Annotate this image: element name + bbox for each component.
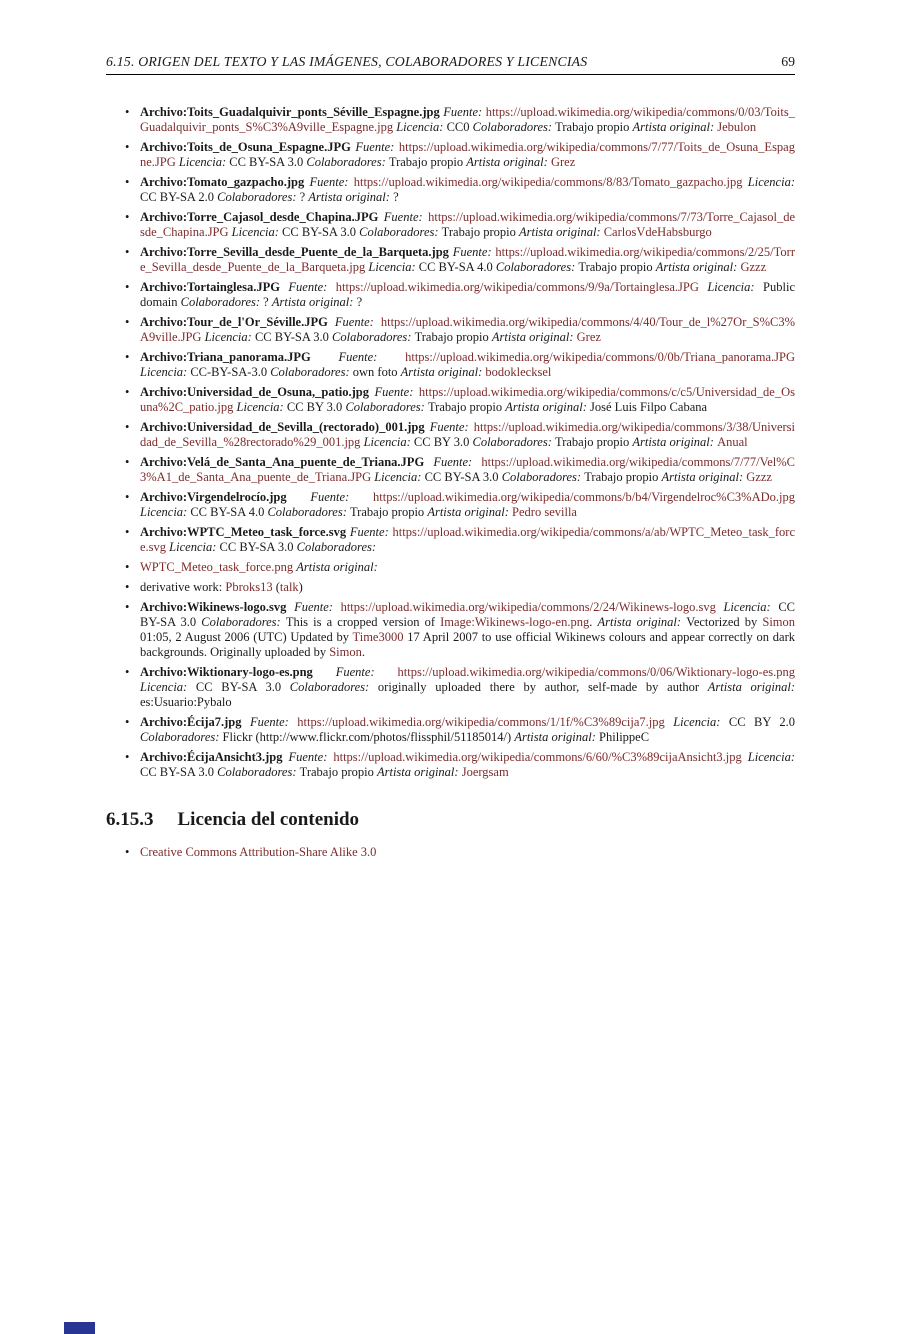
text-run: CC BY 3.0 (286, 400, 346, 415)
text-run: CC BY-SA 2.0 (140, 190, 218, 205)
footer-mark (64, 1322, 95, 1334)
text-run: ) (298, 579, 303, 594)
running-header-title: 6.15. ORIGEN DEL TEXTO Y LAS IMÁGENES, COLABORADORES Y LICENCIAS (106, 54, 588, 69)
file-name: Archivo:Torre_Sevilla_desde_Puente_de_la_Barqueta.jpg (140, 245, 453, 259)
field-label: Colaboradores: (201, 614, 286, 629)
file-name: Archivo:Toits_de_Osuna_Espagne.JPG (140, 140, 356, 154)
text-run: CC BY-SA 3.0 (195, 680, 290, 695)
link[interactable]: https://upload.wikimedia.org/wikipedia/commons/9/9a/Tortainglesa.JPG (335, 280, 708, 294)
link[interactable]: https://upload.wikimedia.org/wikipedia/commons/8/83/Tomato_gazpacho.jpg (353, 175, 748, 189)
attribution-item (125, 490, 795, 520)
field-label: Artista original: (376, 765, 462, 780)
text-run: Trabajo propio (578, 260, 656, 275)
file-name: Archivo:Wikinews-logo.svg (140, 599, 295, 614)
field-label: Fuente: (443, 105, 486, 119)
text-run: CC BY 3.0 (413, 435, 473, 450)
field-label: Colaboradores: (495, 260, 579, 275)
text-run: originally uploaded there by author, self-made by author (377, 680, 708, 695)
text-run: CC BY-SA 3.0 (254, 330, 333, 345)
text-run: Public domain (140, 280, 795, 310)
attribution-item (125, 455, 795, 485)
field-label: Fuente: (334, 315, 381, 329)
link[interactable]: Gzzz (746, 470, 772, 485)
text-run: ? (393, 190, 399, 205)
link[interactable]: CarlosVdeHabsburgo (603, 225, 712, 240)
link[interactable]: Grez (576, 330, 601, 345)
field-label: Colaboradores: (140, 730, 223, 745)
text-run: CC BY-SA 3.0 (424, 470, 502, 485)
field-label: Fuente: (249, 715, 298, 730)
attribution-list (106, 105, 795, 781)
header-rule (106, 74, 795, 75)
field-label: Colaboradores: (472, 435, 556, 450)
link[interactable]: https://upload.wikimedia.org/wikipedia/commons/2/24/Wikinews-logo.svg (340, 599, 724, 614)
field-label: Colaboradores: (180, 295, 264, 310)
text-run: PhilippeC (599, 730, 650, 745)
link[interactable]: https://upload.wikimedia.org/wikipedia/commons/7/77/Vel%C3%A1_de_Santa_Ana_puente_de_Triana.JPG (140, 455, 795, 485)
attribution-item (125, 315, 795, 345)
field-label: Licencia: (140, 680, 196, 695)
text-run: Trabajo propio (555, 120, 633, 135)
section-number: 6.15.3 (106, 808, 154, 830)
attribution-item (125, 385, 795, 415)
field-label: Artista original: (271, 295, 357, 310)
file-name: Archivo:Wiktionary-logo-es.png (140, 665, 336, 679)
attribution-item (125, 105, 795, 135)
text-run: ? (299, 190, 309, 205)
text-run: 17 April 2007 to use official Wikinews colours and appear correctly on dark backgrounds. Originally uploaded by (140, 630, 796, 660)
attribution-item (125, 350, 795, 380)
field-label: Fuente: (288, 750, 334, 765)
text-run: This is a cropped version of (285, 614, 441, 629)
text-run: Trabajo propio (427, 400, 506, 415)
field-label: Colaboradores: (306, 155, 389, 170)
text-run: . (589, 614, 598, 629)
attribution-item (125, 245, 795, 275)
link[interactable]: Jebulon (717, 120, 757, 135)
field-label: Licencia: (140, 365, 191, 380)
file-name: Archivo:WPTC_Meteo_task_force.svg (140, 525, 350, 539)
field-label: Licencia: (368, 260, 419, 275)
text-run: ( (272, 579, 280, 594)
attribution-item (125, 580, 795, 595)
field-label: Fuente: (374, 385, 419, 399)
field-label: Colaboradores: (359, 225, 442, 240)
link[interactable]: Image:Wikinews-logo-en.png (440, 614, 590, 629)
attribution-item (125, 600, 795, 661)
link[interactable]: Creative Commons Attribution-Share Alike 3.0 (140, 844, 377, 859)
link[interactable]: Time3000 (352, 630, 404, 644)
text-run: CC BY-SA 4.0 (418, 260, 496, 275)
field-label: Fuente: (452, 245, 496, 259)
text-run: Trabajo propio (388, 155, 467, 170)
field-label: Licencia: (178, 155, 230, 170)
attribution-item (125, 665, 795, 711)
document-page (0, 54, 906, 1334)
field-label: Fuente: (309, 175, 354, 189)
field-label: Fuente: (310, 490, 373, 504)
field-label: Licencia: (723, 599, 779, 614)
field-label: Fuente: (429, 420, 474, 434)
link[interactable]: Pedro sevilla (512, 505, 577, 520)
link[interactable]: https://upload.wikimedia.org/wikipedia/commons/6/60/%C3%89cijaAnsicht3.jpg (333, 750, 748, 765)
field-label: Licencia: (363, 435, 414, 450)
attribution-item (125, 525, 795, 555)
page-number: 69 (781, 54, 795, 69)
file-name: Archivo:Toits_Guadalquivir_ponts_Séville_Espagne.jpg (140, 105, 444, 119)
field-label: Artista original: (427, 505, 513, 520)
field-label: Artista original: (466, 155, 551, 170)
field-label: Artista original: (308, 190, 394, 205)
field-label: Licencia: (396, 120, 447, 135)
text-run: CC BY-SA 3.0 (282, 225, 360, 240)
file-name: Archivo:Velá_de_Santa_Ana_puente_de_Triana.JPG (140, 455, 434, 469)
file-name: Archivo:Virgendelrocío.jpg (140, 490, 311, 504)
link[interactable]: https://upload.wikimedia.org/wikipedia/commons/0/06/Wiktionary-logo-es.png (397, 665, 795, 679)
field-label: Colaboradores: (472, 120, 556, 135)
text-run: CC BY-SA 3.0 (229, 155, 307, 170)
text-run: Trabajo propio (299, 765, 377, 780)
text-run: derivative work: (140, 579, 226, 594)
link[interactable]: https://upload.wikimedia.org/wikipedia/commons/c/c5/Universidad_de_Osuna%2C_patio.jpg (140, 385, 795, 415)
field-label: Colaboradores: (332, 330, 415, 345)
field-label: Fuente: (338, 350, 406, 364)
field-label: Fuente: (288, 280, 336, 294)
field-label: Fuente: (433, 455, 482, 469)
field-label: Colaboradores: (345, 400, 428, 415)
link[interactable]: https://upload.wikimedia.org/wikipedia/commons/7/77/Toits_de_Osuna_Espagne.JPG (140, 140, 795, 170)
attribution-item (125, 715, 795, 745)
link[interactable]: https://upload.wikimedia.org/wikipedia/commons/3/38/Universidad_de_Sevilla_%28rectorado%29_001.jpg (140, 420, 795, 450)
link[interactable]: https://upload.wikimedia.org/wikipedia/commons/7/73/Torre_Cajasol_desde_Chapina.JPG (140, 210, 795, 240)
field-label: Artista original: (505, 400, 591, 415)
link[interactable]: Gzzz (740, 260, 767, 275)
field-label: Artista original: (400, 365, 486, 380)
link[interactable]: talk (279, 579, 299, 594)
link[interactable]: https://upload.wikimedia.org/wikipedia/commons/0/03/Toits_Guadalquivir_ponts_S%C3%A9ville_Espagne.jpg (140, 105, 795, 135)
link[interactable]: https://upload.wikimedia.org/wikipedia/commons/b/b4/Virgendelroc%C3%ADo.jpg (373, 490, 795, 504)
text-run: CC BY-SA 3.0 (140, 599, 795, 629)
link[interactable]: WPTC_Meteo_task_force.png (140, 560, 297, 574)
text-run: es:Usuario:Pybalo (140, 695, 232, 710)
link[interactable]: https://upload.wikimedia.org/wikipedia/commons/a/ab/WPTC_Meteo_task_force.svg (140, 525, 795, 555)
link[interactable]: https://upload.wikimedia.org/wikipedia/commons/0/0b/Triana_panorama.JPG (405, 350, 795, 364)
link[interactable]: https://upload.wikimedia.org/wikipedia/commons/1/1f/%C3%89cija7.jpg (297, 715, 674, 730)
field-label: Licencia: (236, 400, 287, 415)
file-name: Archivo:Torre_Cajasol_desde_Chapina.JPG (140, 210, 384, 224)
field-label: Fuente: (349, 525, 393, 539)
text-run: . (361, 645, 365, 660)
file-name: Archivo:ÉcijaAnsicht3.jpg (140, 750, 289, 765)
text-run: 01:05, 2 August 2006 (UTC) Updated by (140, 630, 353, 644)
text-run: CC BY-SA 4.0 (190, 505, 268, 520)
link[interactable]: Simon (762, 614, 796, 629)
field-label: Artista original: (661, 470, 747, 485)
field-label: Artista original: (491, 330, 577, 345)
field-label: Colaboradores: (217, 765, 300, 780)
field-label: Licencia: (231, 225, 283, 240)
file-name: Archivo:Universidad_de_Osuna,_patio.jpg (140, 385, 375, 399)
field-label: Artista original: (655, 260, 741, 275)
text-run: Vectorized by (686, 614, 763, 629)
link[interactable]: Joergsam (461, 765, 509, 780)
attribution-item (125, 750, 795, 780)
attribution-item (125, 175, 795, 205)
text-run: ? (263, 295, 272, 310)
field-label: Artista original: (514, 730, 600, 745)
field-label: Colaboradores: (289, 680, 378, 695)
text-run: Trabajo propio (414, 330, 492, 345)
attribution-item (125, 280, 795, 310)
text-run: ? (356, 295, 363, 310)
field-label: Licencia: (747, 175, 795, 189)
file-name: Archivo:Tomato_gazpacho.jpg (140, 175, 310, 189)
link[interactable]: Simon (329, 645, 362, 660)
attribution-item (125, 140, 795, 170)
field-label: Fuente: (294, 599, 341, 614)
text-run: CC BY-SA 3.0 (140, 765, 218, 780)
attribution-item (125, 420, 795, 450)
text-run: José Luis Filpo Cabana (590, 400, 708, 415)
running-header (106, 54, 795, 70)
field-label: Colaboradores: (296, 540, 377, 555)
text-run: Trabajo propio (584, 470, 662, 485)
field-label: Licencia: (673, 715, 729, 730)
field-label: Licencia: (374, 470, 425, 485)
license-item (125, 845, 795, 860)
file-name: Archivo:Écija7.jpg (140, 715, 250, 730)
text-run: CC-BY-SA-3.0 (190, 365, 271, 380)
link[interactable]: https://upload.wikimedia.org/wikipedia/commons/2/25/Torre_Sevilla_desde_Puente_de_la_Barqueta.jpg (140, 245, 795, 275)
file-name: Archivo:Tour_de_l'Or_Séville.JPG (140, 315, 335, 329)
page-content (0, 54, 906, 860)
license-list (106, 845, 795, 860)
field-label: Artista original: (296, 560, 378, 574)
field-label: Fuente: (355, 140, 399, 154)
text-run: CC0 (446, 120, 473, 135)
field-label: Licencia: (707, 280, 764, 294)
text-run: Trabajo propio (349, 505, 428, 520)
file-name: Archivo:Tortainglesa.JPG (140, 280, 289, 294)
field-label: Fuente: (335, 665, 398, 679)
link[interactable]: Pbroks13 (225, 579, 273, 594)
field-label: Colaboradores: (501, 470, 585, 485)
field-label: Artista original: (518, 225, 604, 240)
field-label: Fuente: (383, 210, 429, 224)
field-label: Licencia: (140, 505, 191, 520)
section-title: Licencia del contenido (177, 808, 360, 830)
field-label: Artista original: (597, 614, 687, 629)
field-label: Colaboradores: (270, 365, 353, 380)
field-label: Licencia: (169, 540, 220, 555)
attribution-item (125, 560, 795, 575)
text-run: Trabajo propio (441, 225, 519, 240)
text-run: CC BY 2.0 (728, 715, 795, 730)
link[interactable]: bodoklecksel (485, 365, 552, 380)
field-label: Artista original: (632, 120, 718, 135)
link[interactable]: https://upload.wikimedia.org/wikipedia/commons/4/40/Tour_de_l%27Or_S%C3%A9ville.JPG (140, 315, 795, 345)
file-name: Archivo:Universidad_de_Sevilla_(rectorado)_001.jpg (140, 420, 430, 434)
field-label: Licencia: (747, 750, 795, 765)
text-run: own foto (352, 365, 401, 380)
text-run: CC BY-SA 3.0 (219, 540, 297, 555)
section-heading (106, 809, 795, 831)
file-name: Archivo:Triana_panorama.JPG (140, 350, 339, 364)
link[interactable]: Anual (717, 435, 748, 450)
text-run: Trabajo propio (555, 435, 633, 450)
text-run: Flickr (http://www.flickr.com/photos/flissphil/51185014/) (222, 730, 515, 745)
link[interactable]: Grez (550, 155, 576, 170)
field-label: Artista original: (632, 435, 718, 450)
field-label: Colaboradores: (267, 505, 350, 520)
field-label: Colaboradores: (217, 190, 300, 205)
field-label: Licencia: (204, 330, 255, 345)
field-label: Artista original: (707, 680, 795, 695)
attribution-item (125, 210, 795, 240)
